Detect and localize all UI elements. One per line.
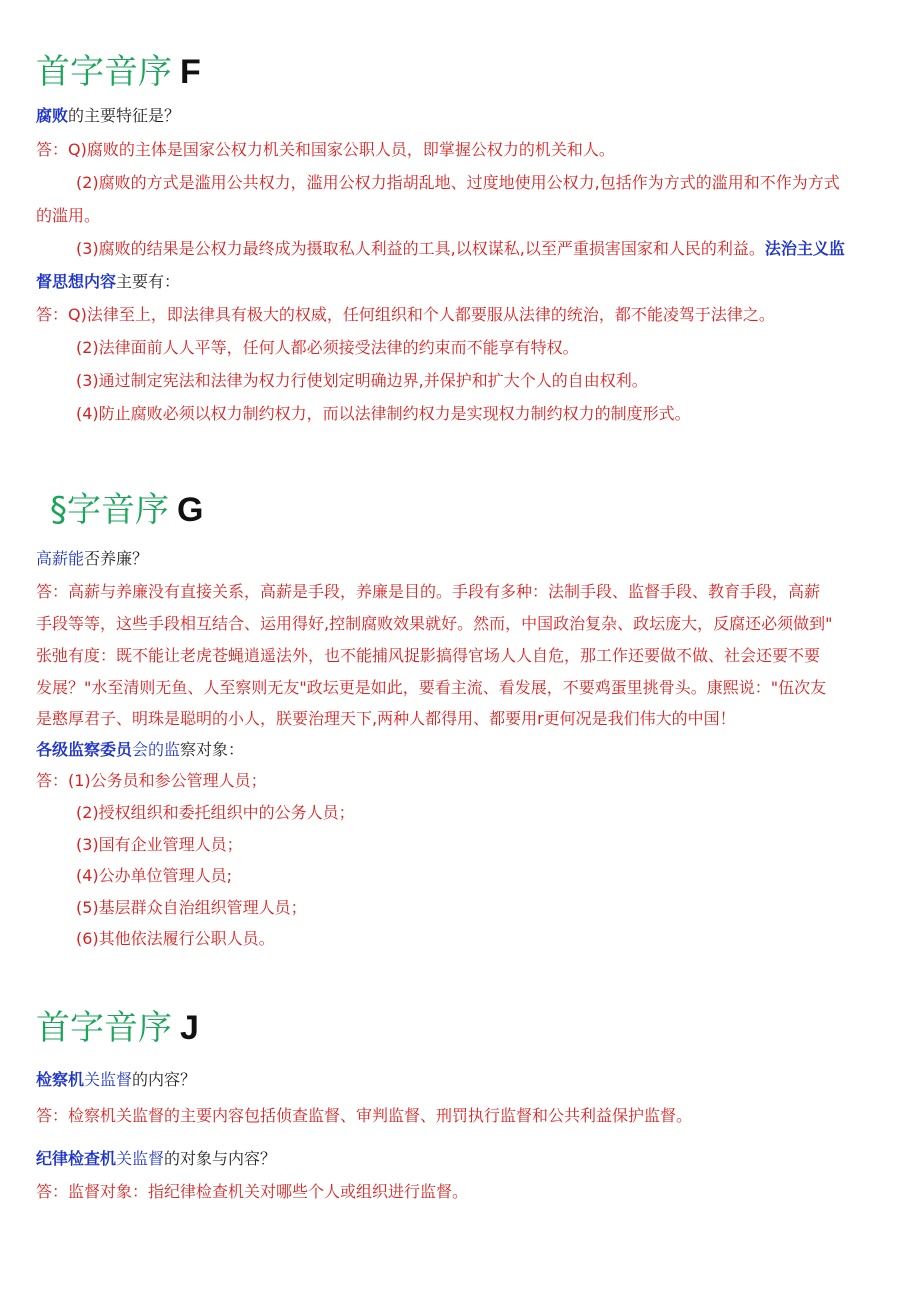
heading-letter: G bbox=[177, 491, 204, 529]
answer-line: 张弛有度：既不能让老虎苍蝇逍遥法外，也不能捕风捉影搞得官场人人自危，那工作还要做不做、社会还要不要 bbox=[36, 646, 821, 665]
answer-text: (3)腐败的结果是公权力最终成为摄取私人利益的工具,以权谋私,以至严重损害国家和人民的利益。 bbox=[76, 239, 765, 258]
answer-line: 答：(1)公务员和参公管理人员； bbox=[36, 771, 267, 790]
answer-line: (5)基层群众自治组织管理人员； bbox=[76, 898, 307, 917]
heading-prefix: 首字音序 bbox=[36, 1008, 172, 1048]
question-keyword: 高薪能 bbox=[36, 549, 85, 568]
question-keyword: 督思想内容 bbox=[36, 272, 117, 291]
answer-line: 答：Q)腐败的主体是国家公权力机关和国家公职人员，即掌握公权力的机关和人。 bbox=[36, 140, 615, 159]
question-procuratorate-supervision bbox=[36, 1070, 888, 1090]
answer-line: (2)法律面前人人平等，任何人都必须接受法律的约束而不能享有特权。 bbox=[76, 338, 579, 357]
answer-line: 的滥用。 bbox=[36, 206, 101, 225]
question-text: 的主要特征是？ bbox=[68, 106, 181, 125]
question-rule-of-law bbox=[36, 272, 888, 292]
question-text: 察对象： bbox=[180, 740, 245, 759]
question-supervision-targets bbox=[36, 740, 888, 760]
question-keyword-plain: 关监督 bbox=[116, 1149, 165, 1168]
section-heading-g bbox=[50, 490, 203, 530]
question-text: 否养廉？ bbox=[84, 549, 149, 568]
question-keyword-plain: 会的监 bbox=[132, 740, 181, 759]
question-keyword: 法治主义监 bbox=[764, 239, 845, 258]
question-discipline-supervision bbox=[36, 1149, 888, 1169]
question-text: 主要有： bbox=[116, 272, 181, 291]
heading-letter: F bbox=[180, 53, 201, 91]
answer-line: 答：监督对象：指纪律检查机关对哪些个人或组织进行监督。 bbox=[36, 1182, 469, 1201]
answer-line: (3)通过制定宪法和法律为权力行使划定明确边界,并保护和扩大个人的自由权利。 bbox=[76, 371, 648, 390]
answer-line: (2)授权组织和委托组织中的公务人员； bbox=[76, 803, 355, 822]
answer-line-with-question bbox=[76, 239, 888, 259]
answer-line: 手段等等，这些手段相互结合、运用得好,控制腐败效果就好。然而，中国政治复杂、政坛庞大，反腐还必须做到" bbox=[36, 614, 833, 633]
question-keyword-plain: 关监督 bbox=[84, 1070, 133, 1089]
heading-letter: J bbox=[180, 1009, 199, 1047]
answer-line: (2)腐败的方式是滥用公共权力，滥用公权力指胡乱地、过度地使用公权力,包括作为方式的滥用和不作为方式 bbox=[76, 173, 840, 192]
question-text: 的对象与内容？ bbox=[164, 1149, 277, 1168]
question-keyword: 纪律检查机 bbox=[36, 1149, 117, 1168]
answer-line: (6)其他依法履行公职人员。 bbox=[76, 929, 275, 948]
answer-line: (4)公办单位管理人员; bbox=[76, 866, 233, 885]
question-keyword: 腐败 bbox=[36, 106, 69, 125]
answer-line: 答：检察机关监督的主要内容包括侦查监督、审判监督、刑罚执行监督和公共利益保护监督。 bbox=[36, 1106, 693, 1125]
question-high-salary bbox=[36, 549, 888, 569]
answer-line: 答：Q)法律至上，即法律具有极大的权威，任何组织和个人都要服从法律的统治，都不能凌驾于法律之。 bbox=[36, 305, 775, 324]
section-heading-j bbox=[36, 1008, 199, 1048]
answer-line: 答：高薪与养廉没有直接关系，高薪是手段，养廉是目的。手段有多种：法制手段、监督手段、教育手段，高薪 bbox=[36, 582, 821, 601]
heading-prefix: 首字音序 bbox=[36, 52, 172, 92]
question-text: 的内容？ bbox=[132, 1070, 197, 1089]
question-corruption-features bbox=[36, 106, 888, 126]
answer-line: 是憨厚君子、明珠是聪明的小人，朕要治理天下,两种人都得用、都要用r更何况是我们伟大的中国！ bbox=[36, 709, 736, 728]
answer-line: 发展？"水至清则无鱼、人至察则无友"政坛更是如此，要看主流、看发展，不要鸡蛋里挑骨头。康熙说："伍次友 bbox=[36, 678, 827, 697]
question-keyword: 各级监察委员 bbox=[36, 740, 133, 759]
answer-line: (4)防止腐败必须以权力制约权力，而以法律制约权力是实现权力制约权力的制度形式。 bbox=[76, 404, 691, 423]
heading-prefix: §字音序 bbox=[50, 490, 169, 530]
answer-line: (3)国有企业管理人员； bbox=[76, 835, 243, 854]
question-keyword: 检察机 bbox=[36, 1070, 85, 1089]
section-heading-f bbox=[36, 52, 201, 92]
